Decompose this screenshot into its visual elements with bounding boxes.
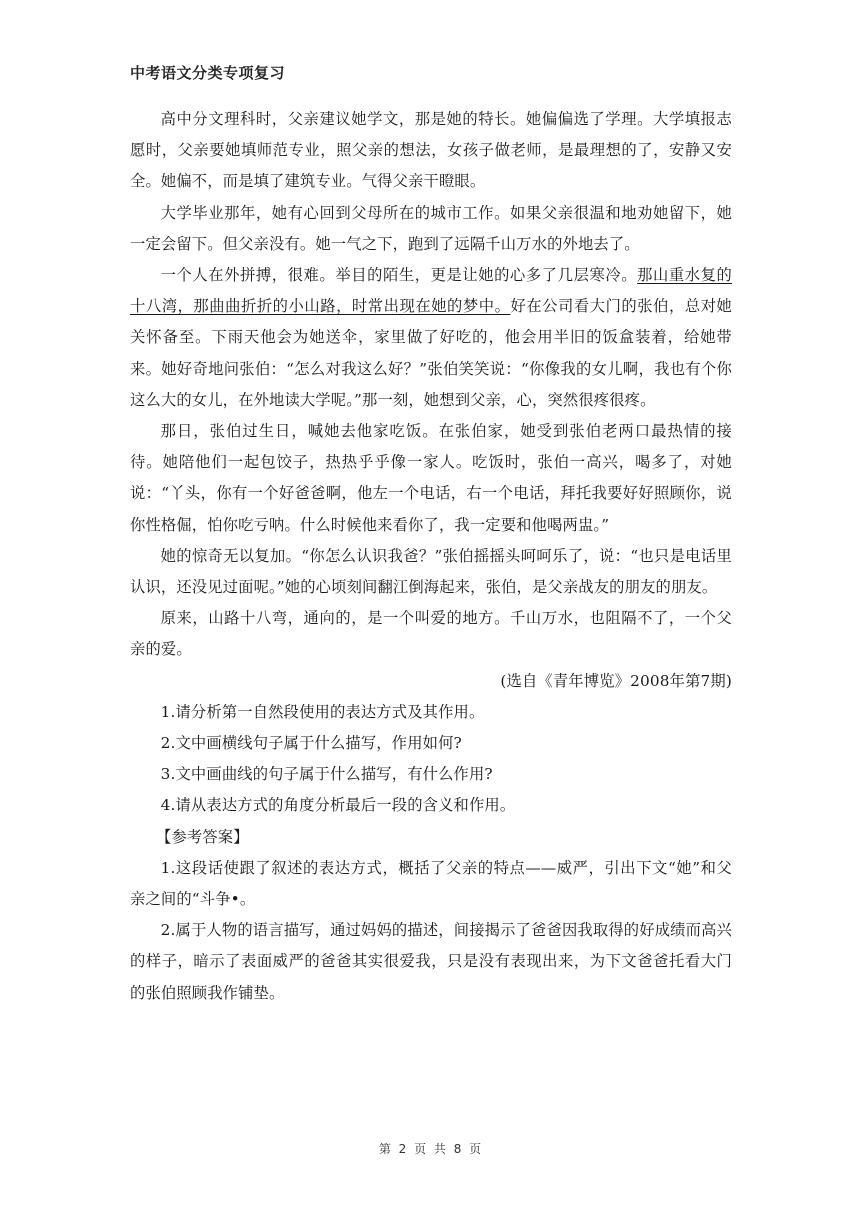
question-4: 4.请从表达方式的角度分析最后一段的含义和作用。	[160, 796, 516, 815]
paragraph-3	[130, 260, 732, 416]
paragraph-3-rest: 好在公司看大门的张伯，总对她关怀备至。下雨天他会为她送伞，家里做了好吃的，他会用半旧的饭盒装着，给她带来。她好奇地问张伯：“怎么对我这么好？”张伯笑笑说：“你像我的女儿啊，我也有个你这么大的女儿，在外地读大学呢。”那一刻，她想到父亲，心，突然很疼很疼。	[130, 297, 732, 409]
answer-2: 2.属于人物的语言描写，通过妈妈的描述，间接揭示了爸爸因我取得的好成绩而高兴的样子，暗示了表面威严的爸爸其实很爱我，只是没有表现出来，为下文爸爸托看大门的张伯照顾我作铺垫。	[130, 921, 732, 1002]
page-footer: 第 2 页 共 8 页	[378, 1142, 482, 1156]
paragraph-2: 大学毕业那年，她有心回到父母所在的城市工作。如果父亲很温和地劝她留下，她一定会留下。但父亲没有。她一气之下，跑到了远隔千山万水的外地去了。	[130, 203, 732, 253]
paragraph-5: 她的惊奇无以复加。“你怎么认识我爸？”张伯摇摇头呵呵乐了，说：“也只是电话里认识，还没见过面呢。”她的心顷刻间翻江倒海起来，张伯，是父亲战友的朋友的朋友。	[130, 546, 732, 597]
question-1: 1.请分析第一自然段使用的表达方式及其作用。	[160, 702, 485, 721]
underlined-sentence: 那山重水复的十八湾，那曲曲折折的小山路，时常出现在她的梦中。	[130, 266, 732, 316]
paragraph-4: 那日，张伯过生日，喊她去他家吃饭。在张伯家，她受到张伯老两口最热情的接待。她陪他们一起包饺子，热热乎乎像一家人。吃饭时，张伯一高兴，喝多了，对她说：“丫头，你有一个好爸爸啊，他左一个电话，右一个电话，拜托我要好好照顾你，说你性格倔，怕你吃亏呐。什么时候他来看你了，我一定要和他喝两盅。”	[130, 422, 732, 534]
paragraph-1: 高中分文理科时，父亲建议她学文，那是她的特长。她偏偏选了学理。大学填报志愿时，父亲要她填师范专业，照父亲的想法，女孩子做老师，是最理想的了，安静又安全。她偏不，而是填了建筑专业。气得父亲干瞪眼。	[130, 110, 732, 191]
paragraph-6: 原来，山路十八弯，通向的，是一个叫爱的地方。千山万水，也阻隔不了，一个父亲的爱。	[130, 609, 732, 659]
question-3: 3.文中画曲线的句子属于什么描写，有什么作用?	[160, 765, 493, 784]
header-title: 中考语文分类专项复习	[130, 64, 286, 82]
paragraph-3-start: 一个人在外拼搏，很难。举目的陌生，更是让她的心多了几层寒冷。	[160, 266, 638, 285]
answer-section-label: 【参考答案】	[156, 827, 249, 846]
source-citation: (选自《青年博览》2008年第7期)	[500, 671, 732, 690]
question-2: 2.文中画横线句子属于什么描写，作用如何?	[160, 734, 462, 753]
answer-1: 1.这段话使跟了叙述的表达方式，概括了父亲的特点——威严，引出下文“她”和父亲之间的“斗争•。	[130, 858, 732, 909]
document-body	[130, 104, 732, 1009]
